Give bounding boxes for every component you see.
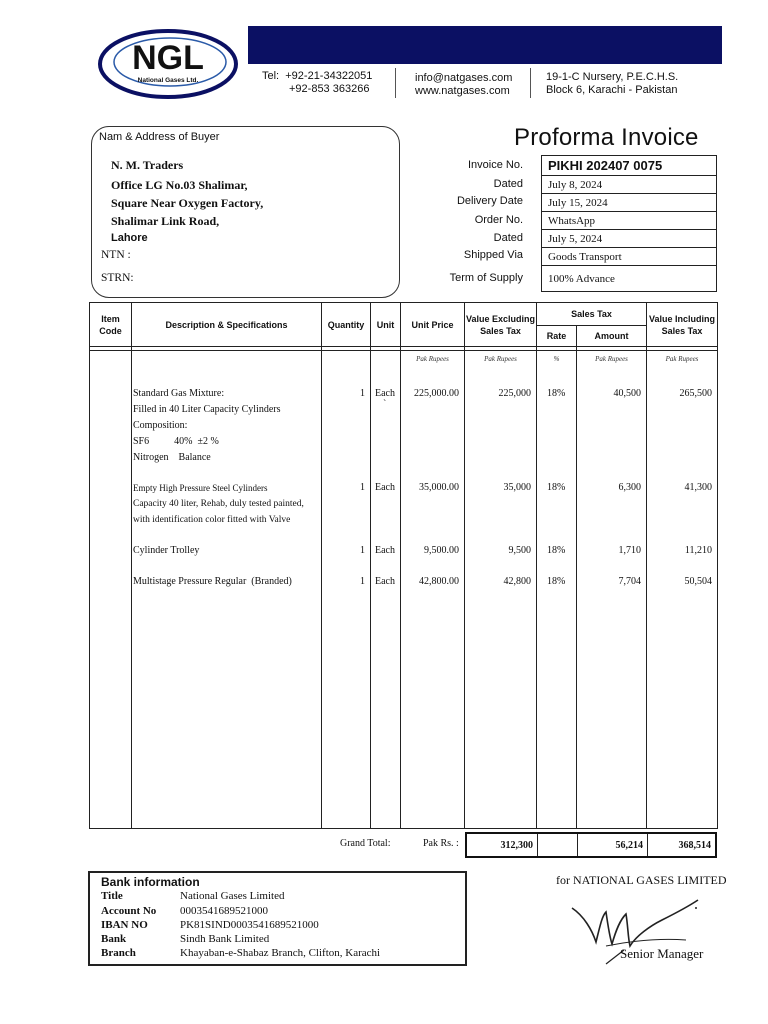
unit-label-excl: Pak Rupees bbox=[465, 351, 537, 366]
bank-iban-label: IBAN NO bbox=[101, 919, 148, 931]
buyer-address-1: Office LG No.03 Shalimar, bbox=[111, 178, 248, 192]
company-address bbox=[546, 71, 678, 97]
total-value-excl: 312,300 bbox=[467, 834, 538, 856]
invoice-date-value: July 8, 2024 bbox=[548, 178, 603, 191]
address-line-1: 19-1-C Nursery, P.E.C.H.S. bbox=[546, 71, 679, 83]
bank-account-label: Account No bbox=[101, 905, 157, 917]
tel-2: +92-853 363266 bbox=[289, 83, 370, 95]
bank-title-value: National Gases Limited bbox=[180, 890, 285, 902]
header-divider bbox=[530, 68, 531, 98]
totals-row bbox=[465, 832, 717, 858]
value-incl-column: 265,500 41,300 11,210 50,504 bbox=[647, 366, 718, 829]
delivery-date-label: Delivery Date bbox=[456, 195, 523, 207]
shipped-via-box bbox=[541, 248, 717, 266]
buyer-title: Nam & Address of Buyer bbox=[99, 131, 220, 143]
shipped-via-value: Goods Transport bbox=[548, 250, 622, 263]
invoice-no-value: PIKHI 202407 0075 bbox=[548, 158, 663, 173]
address-line-2: Block 6, Karachi - Pakistan bbox=[546, 84, 678, 96]
item-1-description: Standard Gas Mixture: Filled in 40 Liter Capacity Cylinders Composition: SF6 40% ±2 % Nitrogen Balance bbox=[133, 387, 281, 463]
order-date-value: July 5, 2024 bbox=[548, 232, 603, 245]
term-of-supply-value: 100% Advance bbox=[548, 272, 615, 285]
bank-info-title: Bank information bbox=[101, 875, 200, 889]
item-code-column bbox=[90, 366, 132, 829]
header-value-incl: Value Including Sales Tax bbox=[647, 303, 718, 347]
total-amount: 56,214 bbox=[578, 834, 648, 856]
invoice-title: Proforma Invoice bbox=[514, 124, 699, 151]
for-company-label: for NATIONAL GASES LIMITED bbox=[556, 873, 727, 887]
grand-total-label: Grand Total: bbox=[340, 838, 391, 849]
header-bar bbox=[248, 26, 722, 64]
unit-label-amount: Pak Rupees bbox=[577, 351, 647, 366]
invoice-no-box bbox=[541, 155, 717, 176]
rate-column: 18% 18% 18% 18% bbox=[537, 366, 577, 829]
unit-label-rate: % bbox=[537, 351, 577, 366]
buyer-strn: STRN: bbox=[101, 272, 134, 284]
header-unit: Unit bbox=[371, 303, 401, 347]
term-of-supply-label: Term of Supply bbox=[449, 272, 523, 284]
order-date-box bbox=[541, 230, 717, 248]
signatory-title: Senior Manager bbox=[620, 946, 704, 961]
currency-label: Pak Rs. : bbox=[423, 838, 459, 849]
header-description: Description & Specifications bbox=[132, 303, 322, 347]
quantity-column: 1 1 1 1 bbox=[322, 366, 371, 829]
header-value-excl: Value Excluding Sales Tax bbox=[465, 303, 537, 347]
logo-text: NGL bbox=[132, 39, 204, 77]
delivery-date-box bbox=[541, 194, 717, 212]
unit-label-price: Pak Rupees bbox=[401, 351, 465, 366]
order-date-label: Dated bbox=[493, 232, 523, 244]
items-table bbox=[89, 302, 718, 829]
term-of-supply-box bbox=[541, 266, 717, 292]
item-3-description: Cylinder Trolley bbox=[133, 544, 200, 556]
order-no-box bbox=[541, 212, 717, 230]
header-quantity: Quantity bbox=[322, 303, 371, 347]
total-rate-blank bbox=[538, 834, 578, 856]
bank-account-value: 0003541689521000 bbox=[180, 905, 268, 917]
bank-branch-label: Branch bbox=[101, 947, 136, 959]
bank-iban-value: PK81SIND0003541689521000 bbox=[180, 919, 319, 931]
tel-1: +92-21-34322051 bbox=[285, 70, 373, 82]
description-column bbox=[132, 366, 322, 829]
buyer-ntn: NTN : bbox=[101, 249, 131, 261]
bank-branch-value: Khayaban-e-Shabaz Branch, Clifton, Karachi bbox=[180, 947, 381, 959]
ngl-logo bbox=[98, 26, 238, 100]
email-link[interactable]: info@natgases.com bbox=[415, 72, 513, 84]
buyer-box bbox=[91, 126, 400, 298]
item-2-description: Empty High Pressure Steel Cylinders Capacity 40 liter, Rehab, duly tested painted, with identification color fitted with Valve bbox=[133, 482, 304, 525]
amount-column: 40,500 6,300 1,710 7,704 bbox=[577, 366, 647, 829]
website-link[interactable]: www.natgases.com bbox=[415, 85, 510, 97]
total-value-incl: 368,514 bbox=[678, 839, 711, 851]
delivery-date-value: July 15, 2024 bbox=[548, 196, 608, 209]
order-no-value: WhatsApp bbox=[548, 214, 596, 227]
telephone-block bbox=[262, 70, 392, 96]
bank-name-value: Sindh Bank Limited bbox=[180, 933, 270, 945]
header-rate: Rate bbox=[537, 326, 577, 347]
buyer-city: Lahore bbox=[111, 232, 148, 244]
unit-label-incl: Pak Rupees bbox=[647, 351, 718, 366]
bank-title-label: Title bbox=[101, 890, 123, 902]
header-sales-tax: Sales Tax bbox=[537, 303, 647, 326]
header-item-code: Item Code bbox=[90, 303, 132, 347]
invoice-date-label: Dated bbox=[493, 178, 523, 190]
item-4-description: Multistage Pressure Regular (Branded) bbox=[133, 575, 292, 587]
order-no-label: Order No. bbox=[474, 214, 523, 226]
value-excl-column: 225,000 35,000 9,500 42,800 bbox=[465, 366, 537, 829]
invoice-date-box bbox=[541, 176, 717, 194]
bank-name-label: Bank bbox=[101, 933, 127, 945]
buyer-name: N. M. Traders bbox=[111, 158, 184, 172]
unit-price-column: 225,000.00 35,000.00 9,500.00 42,800.00 bbox=[401, 366, 465, 829]
buyer-address-2: Square Near Oxygen Factory, bbox=[111, 196, 264, 210]
tel-label: Tel: bbox=[262, 70, 280, 82]
buyer-address-3: Shalimar Link Road, bbox=[111, 214, 220, 228]
shipped-via-label: Shipped Via bbox=[463, 249, 523, 261]
header-divider bbox=[395, 68, 396, 98]
logo-subtext: National Gases Ltd. bbox=[137, 77, 199, 84]
web-block bbox=[415, 72, 512, 98]
unit-column: Each ` Each Each Each bbox=[371, 366, 401, 829]
header-amount: Amount bbox=[577, 326, 647, 347]
header-unit-price: Unit Price bbox=[401, 303, 465, 347]
invoice-no-label: Invoice No. bbox=[467, 159, 523, 171]
